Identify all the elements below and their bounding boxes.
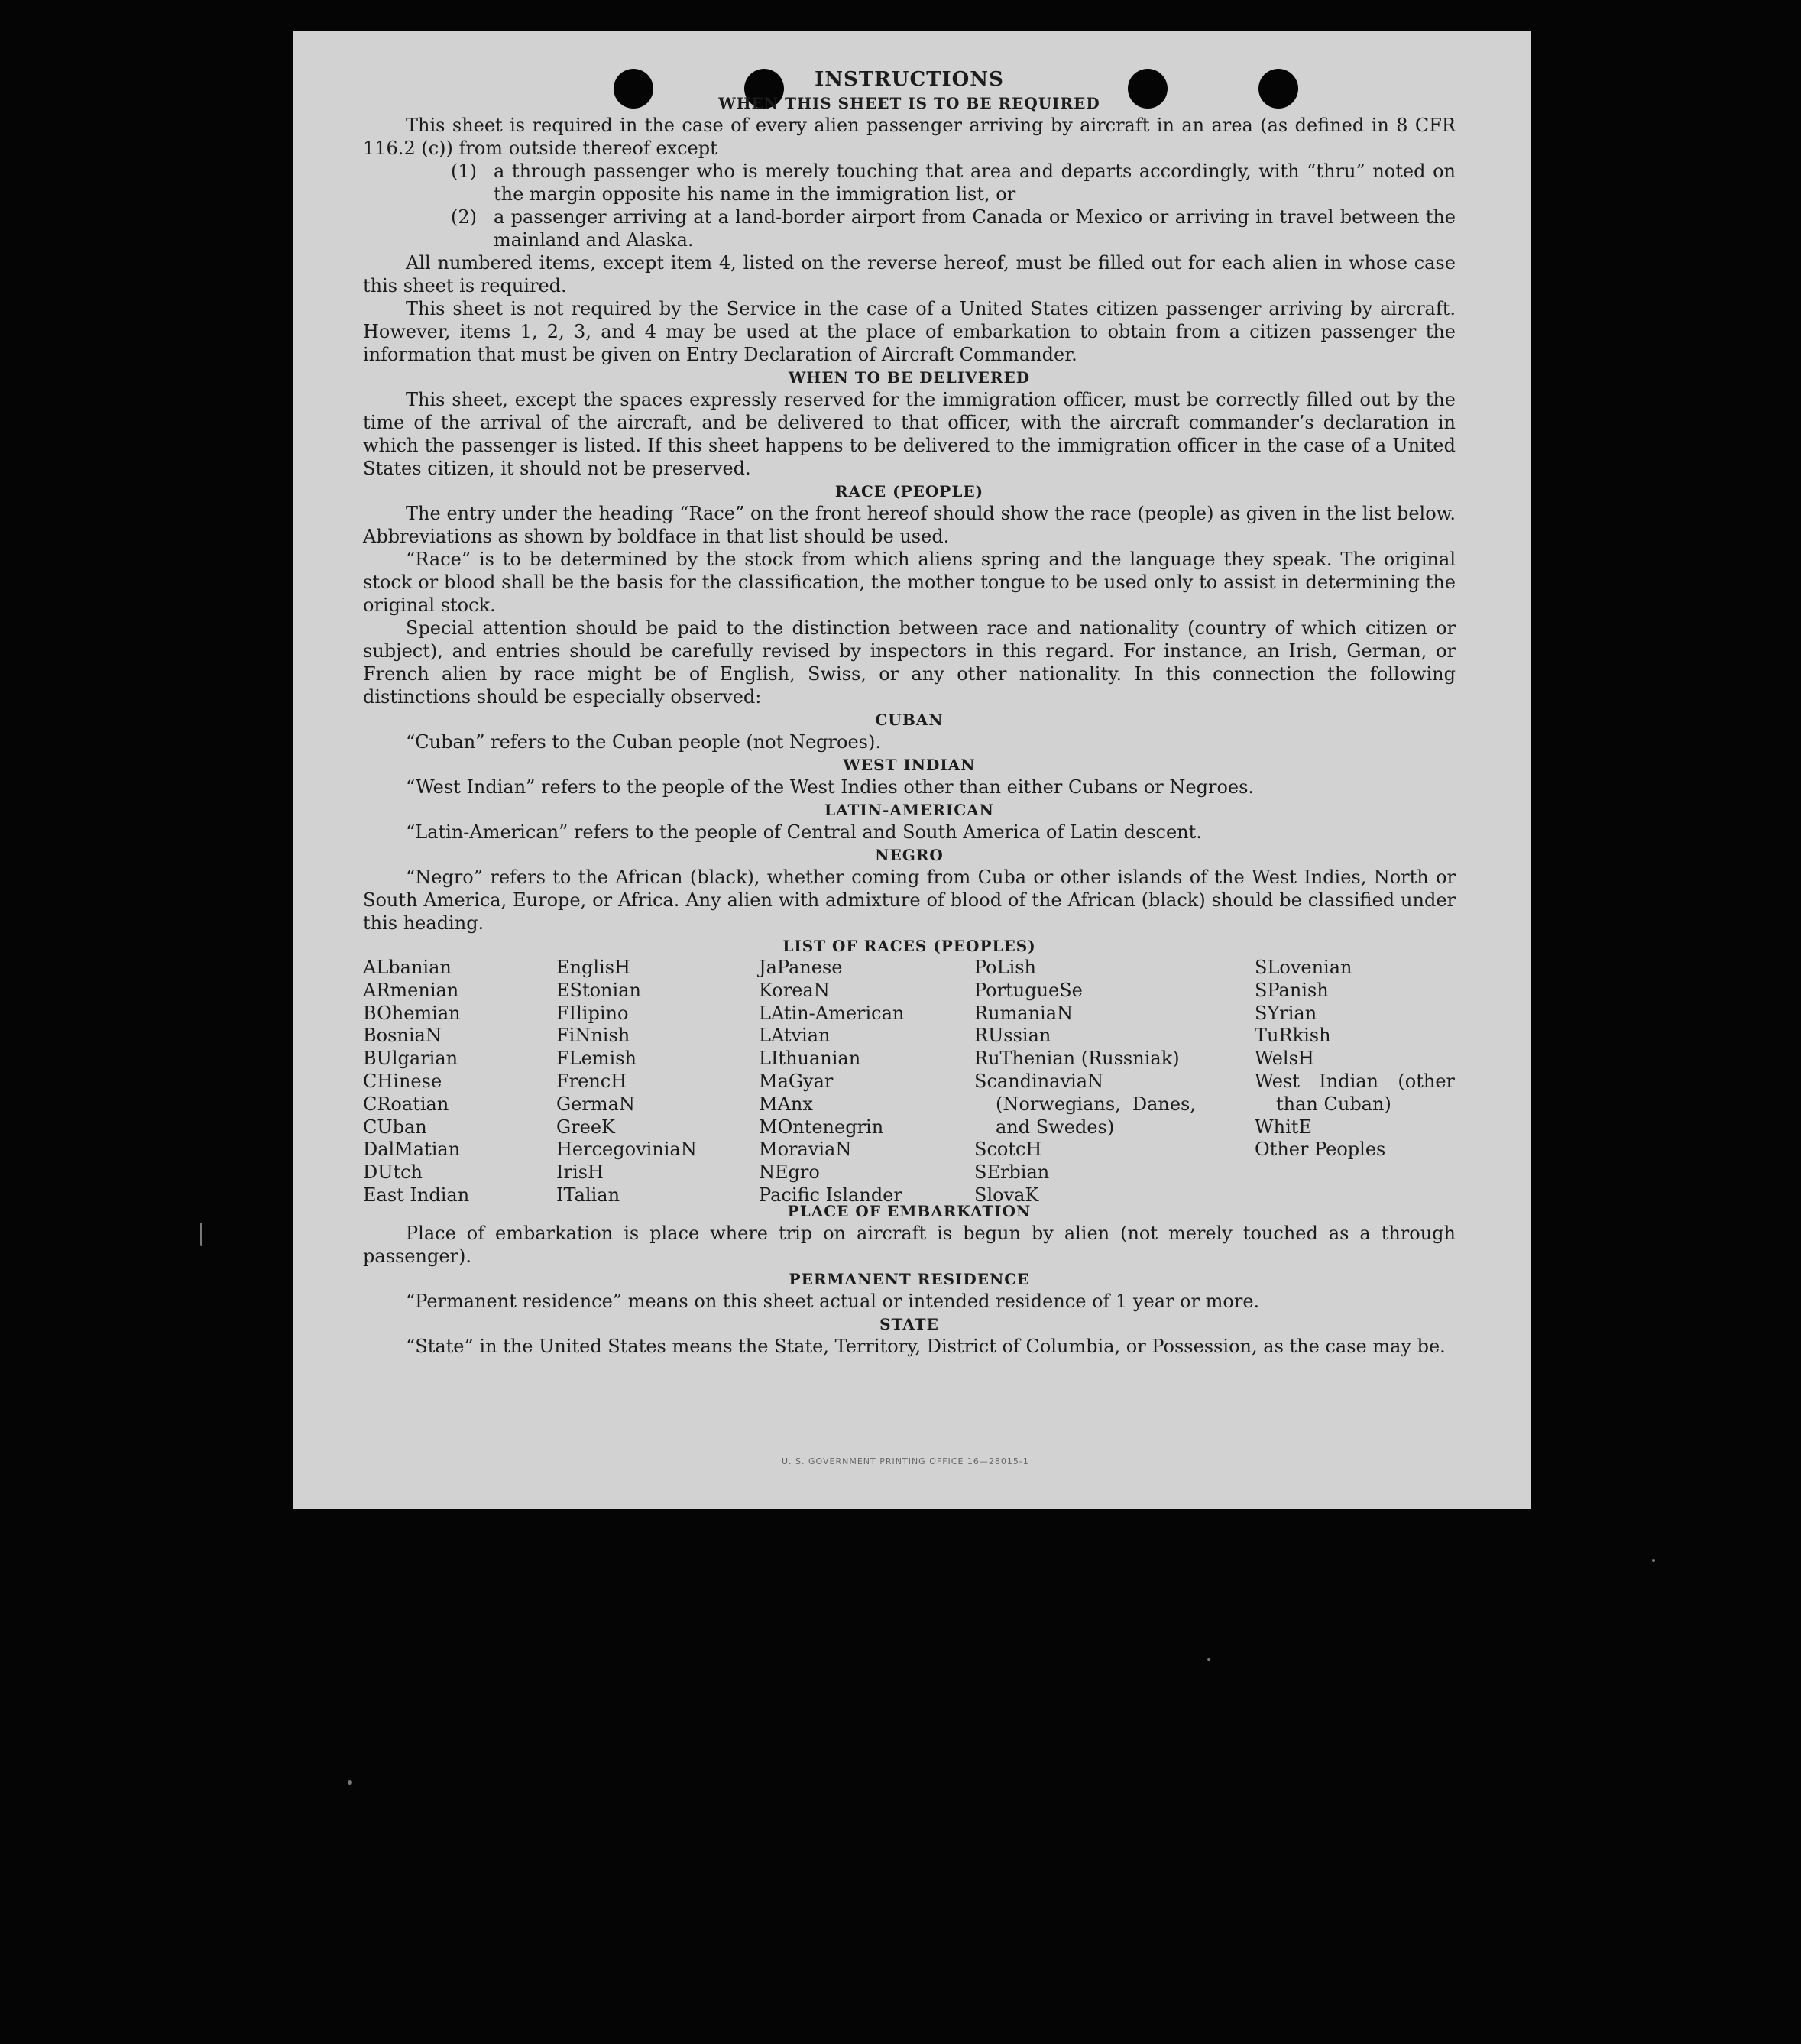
races-column bbox=[363, 957, 546, 1207]
race-item: PoLish bbox=[974, 957, 1037, 978]
paragraph: “Race” is to be determined by the stock from which aliens spring and the language they speak. The original stock or blood shall be the basis for the classification, the mother tongue to be used only to assist in determining the original stock. bbox=[363, 549, 1456, 616]
section-heading: WHEN THIS SHEET IS TO BE REQUIRED bbox=[718, 94, 1100, 112]
paragraph: All numbered items, except item 4, listed on the reverse hereof, must be filled out for each alien in whose case this sheet is required. bbox=[363, 252, 1456, 296]
race-item: MaGyar bbox=[759, 1070, 834, 1092]
race-item: NEgro bbox=[759, 1161, 820, 1184]
section-heading: RACE (PEOPLE) bbox=[834, 482, 984, 500]
race-item: PortugueSe bbox=[974, 979, 1083, 1001]
race-item: LIthuanian bbox=[759, 1048, 861, 1070]
exception-text: a through passenger who is merely touching that area and departs accordingly, with “thru” noted on the margin opposite his name in the immigration list, or bbox=[494, 160, 1456, 205]
race-item: DUtch bbox=[363, 1161, 423, 1184]
scan-speck bbox=[1207, 1658, 1210, 1661]
paragraph: “State” in the United States means the State, Territory, District of Columbia, or Possession, as the case may be. bbox=[406, 1336, 1446, 1357]
race-item: MoraviaN bbox=[759, 1139, 852, 1161]
scan-speck bbox=[348, 1780, 352, 1785]
race-item: SPanish bbox=[1255, 979, 1329, 1001]
printer-imprint: U. S. GOVERNMENT PRINTING OFFICE 16—28015-1 bbox=[782, 1456, 1029, 1466]
instruction-sheet bbox=[293, 31, 1531, 1509]
paragraph: This sheet is required in the case of every alien passenger arriving by aircraft in an area (as defined in 8 CFR 116.2 (c)) from outside thereof except bbox=[363, 115, 1456, 159]
race-item: LAtvian bbox=[759, 1025, 831, 1047]
race-item: CRoatian bbox=[363, 1093, 449, 1115]
exception-item bbox=[451, 206, 1456, 251]
section-heading: STATE bbox=[879, 1315, 939, 1333]
race-item: ITalian bbox=[556, 1184, 620, 1206]
race-item: EnglisH bbox=[556, 957, 630, 978]
races-list bbox=[363, 957, 1456, 1206]
race-item: EStonian bbox=[556, 979, 641, 1001]
race-item: FiNnish bbox=[556, 1025, 630, 1047]
race-item: West Indian (other than Cuban) bbox=[1255, 1070, 1455, 1115]
race-item: WhitE bbox=[1255, 1116, 1312, 1138]
paragraph: Place of embarkation is place where trip on aircraft is begun by alien (not merely touched as a through passenger). bbox=[363, 1223, 1456, 1267]
paragraph: The entry under the heading “Race” on the front hereof should show the race (people) as given in the list below. Abbreviations as shown by boldface in that list should be used. bbox=[363, 503, 1456, 547]
paragraph: “West Indian” refers to the people of the West Indies other than either Cubans or Negroes. bbox=[406, 776, 1255, 798]
section-heading: LATIN-AMERICAN bbox=[824, 801, 994, 819]
paragraph: “Permanent residence” means on this sheet actual or intended residence of 1 year or more. bbox=[406, 1291, 1260, 1312]
race-item: Pacific Islander bbox=[759, 1184, 902, 1206]
race-item: ScandinaviaN (Norwegians, Danes, and Swedes) bbox=[974, 1070, 1196, 1138]
race-item: FIlipino bbox=[556, 1002, 629, 1024]
scan-speck bbox=[200, 1223, 202, 1246]
race-item: HercegoviniaN bbox=[556, 1139, 697, 1161]
races-column bbox=[974, 957, 1196, 1207]
section-heading: PERMANENT RESIDENCE bbox=[789, 1270, 1030, 1288]
section-heading: NEGRO bbox=[875, 846, 944, 864]
race-item: LAtin-American bbox=[759, 1002, 905, 1024]
race-item: JaPanese bbox=[759, 957, 843, 978]
exception-number: (1) bbox=[451, 160, 477, 182]
race-item: BosniaN bbox=[363, 1025, 442, 1047]
race-item: RuThenian (Russniak) bbox=[974, 1048, 1180, 1070]
paragraph: “Latin-American” refers to the people of Central and South America of Latin descent. bbox=[406, 821, 1202, 843]
scan-speck bbox=[1652, 1559, 1655, 1562]
race-item: MAnx bbox=[759, 1093, 813, 1115]
race-item: KoreaN bbox=[759, 979, 830, 1001]
race-item: BUlgarian bbox=[363, 1048, 458, 1070]
paragraph: This sheet is not required by the Service in the case of a United States citizen passenger arriving by aircraft. However, items 1, 2, 3, and 4 may be used at the place of embarkation to obtain from a citizen passenger the information that must be given on Entry Declaration of Aircraft Commander. bbox=[363, 298, 1456, 365]
race-item: Other Peoples bbox=[1255, 1139, 1386, 1161]
instructions-body bbox=[363, 67, 1456, 1358]
race-item: East Indian bbox=[363, 1184, 470, 1206]
race-item: IrisH bbox=[556, 1161, 604, 1184]
race-item: GreeK bbox=[556, 1116, 615, 1138]
race-item: WelsH bbox=[1255, 1048, 1314, 1070]
races-column bbox=[759, 957, 965, 1207]
race-item: RumaniaN bbox=[974, 1002, 1074, 1024]
race-item: MOntenegrin bbox=[759, 1116, 884, 1138]
race-item: ARmenian bbox=[363, 979, 459, 1001]
section-heading: PLACE OF EMBARKATION bbox=[787, 1202, 1032, 1220]
race-item: FrencH bbox=[556, 1070, 627, 1092]
race-item: SlovaK bbox=[974, 1184, 1039, 1206]
exception-item bbox=[451, 160, 1456, 206]
section-heading: WEST INDIAN bbox=[843, 756, 976, 774]
exception-text: a passenger arriving at a land-border airport from Canada or Mexico or arriving in travel between the mainland and Alaska. bbox=[494, 206, 1456, 251]
race-item: SLovenian bbox=[1255, 957, 1352, 978]
race-item: FLemish bbox=[556, 1048, 637, 1070]
section-heading: WHEN TO BE DELIVERED bbox=[788, 368, 1031, 387]
paragraph: Special attention should be paid to the distinction between race and nationality (country of which citizen or subject), and entries should be carefully revised by inspectors in this regard. For instance, an Irish, German, or French alien by race might be of English, Swiss, or any other nationality. In this connection the following distinctions should be especially observed: bbox=[363, 617, 1456, 708]
races-column bbox=[556, 957, 755, 1207]
paragraph: “Negro” refers to the African (black), whether coming from Cuba or other islands of the West Indies, North or South America, Europe, or Africa. Any alien with admixture of blood of the African (black) should be classified under this heading. bbox=[363, 867, 1456, 934]
race-item: RUssian bbox=[974, 1025, 1051, 1047]
race-item: ALbanian bbox=[363, 957, 452, 978]
race-item: SErbian bbox=[974, 1161, 1050, 1184]
section-heading: CUBAN bbox=[875, 711, 944, 729]
exception-number: (2) bbox=[451, 206, 477, 228]
paragraph: This sheet, except the spaces expressly reserved for the immigration officer, must be correctly filled out by the time of the arrival of the aircraft, and be delivered to that officer, with the aircraft commander’s declaration in which the passenger is listed. If this sheet happens to be delivered to the immigration officer in the case of a United States citizen, it should not be preserved. bbox=[363, 389, 1456, 479]
race-item: GermaN bbox=[556, 1093, 635, 1115]
race-item: CUban bbox=[363, 1116, 427, 1138]
race-item: SYrian bbox=[1255, 1002, 1317, 1024]
race-item: BOhemian bbox=[363, 1002, 461, 1024]
races-list-heading: LIST OF RACES (PEOPLES) bbox=[782, 937, 1036, 955]
race-item: TuRkish bbox=[1255, 1025, 1331, 1047]
races-column bbox=[1255, 957, 1455, 1161]
paragraph: “Cuban” refers to the Cuban people (not Negroes). bbox=[406, 731, 881, 753]
race-item: DalMatian bbox=[363, 1139, 461, 1161]
page-title: INSTRUCTIONS bbox=[815, 68, 1004, 91]
race-item: CHinese bbox=[363, 1070, 442, 1092]
race-item: ScotcH bbox=[974, 1139, 1042, 1161]
